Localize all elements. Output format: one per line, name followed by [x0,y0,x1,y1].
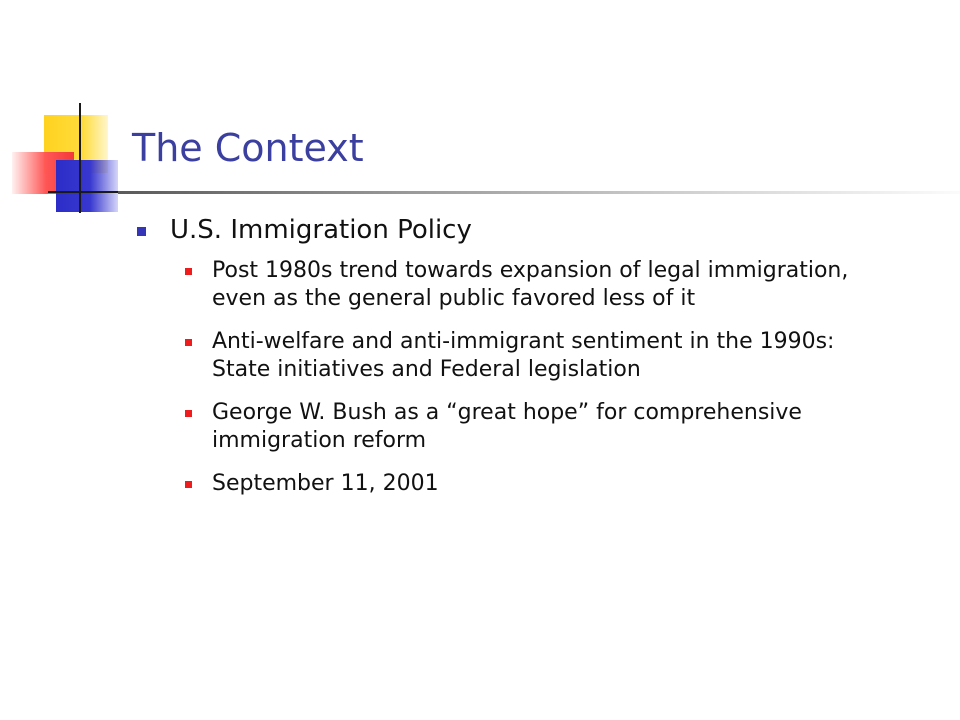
square-bullet-icon [185,268,192,275]
square-bullet-icon [137,227,146,236]
sub-bullet-text: September 11, 2001 [212,471,439,497]
bullet-text: U.S. Immigration Policy [170,215,472,245]
square-bullet-icon [185,339,192,346]
square-bullet-icon [185,410,192,417]
square-bullet-icon [185,481,192,488]
sub-bullet [184,470,852,499]
sub-bullet-text: George W. Bush as a “great hope” for comprehensive immigration reform [212,399,802,454]
sub-bullet [184,328,852,385]
decor-vertical-line [79,103,81,213]
decor-blue-square [56,160,118,212]
bullet-level-1 [132,214,932,247]
slide-title: The Context [132,126,364,170]
sub-bullet [184,399,852,456]
slide-body [132,214,932,513]
title-underline [118,191,960,194]
sub-bullet-text: Anti-welfare and anti-immigrant sentiment in the 1990s: State initiatives and Federal legislation [212,328,835,383]
sub-bullet [184,257,852,314]
sub-bullet-list [132,257,932,499]
sub-bullet-text: Post 1980s trend towards expansion of legal immigration, even as the general public favored less of it [212,257,849,312]
